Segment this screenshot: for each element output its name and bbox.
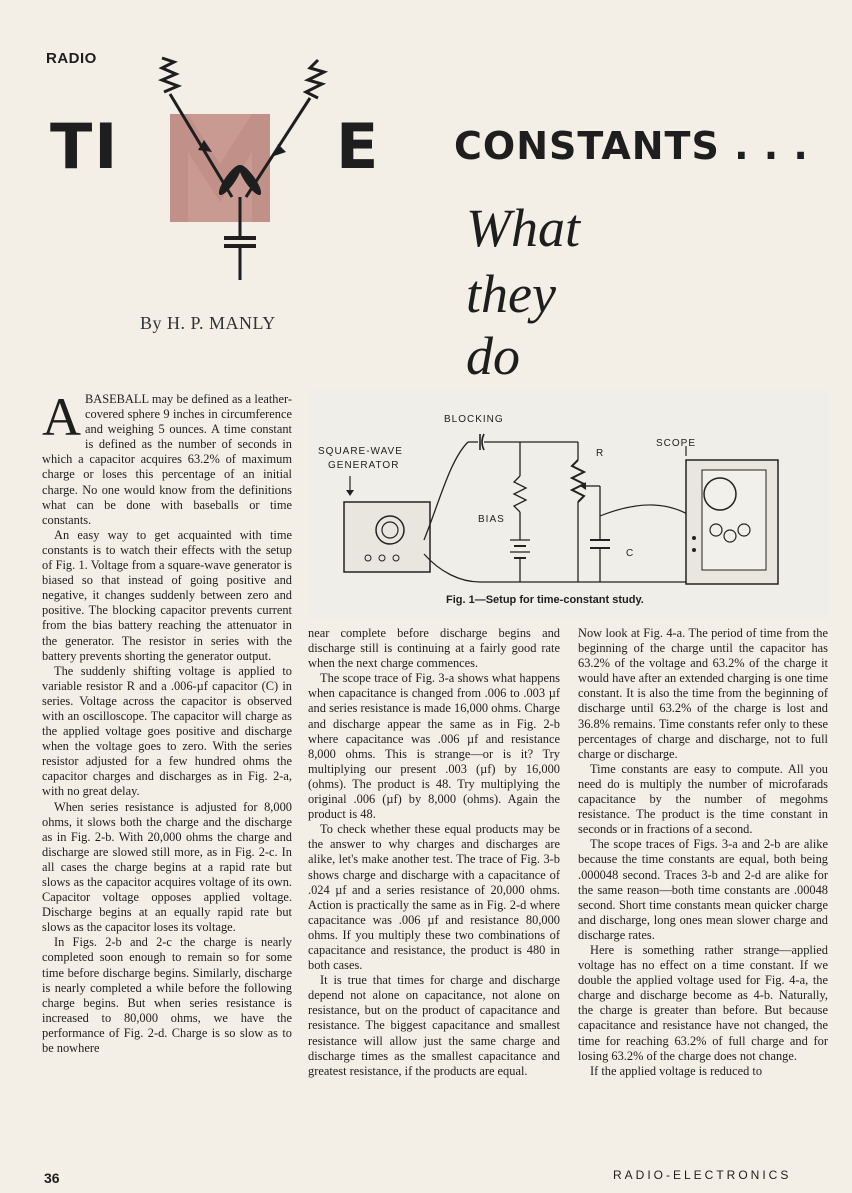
page-number: 36 — [44, 1170, 60, 1186]
magazine-name: RADIO-ELECTRONICS — [613, 1168, 792, 1182]
paragraph: Here is something rather strange—applied voltage has no effect on a time constant. If we double the applied voltage used for Fig. 4-a, the charge and discharge become as 4-b. Naturally, the charge is greater than before. But because capacitance and resistance have not changed, the time for reaching 63.2% of full charge and for losing 63.2% of the charge does not change. — [578, 942, 828, 1063]
subtitle-line-2: they — [466, 264, 556, 324]
paragraph: When series resistance is adjusted for 8,000 ohms, it slows both the charge and the discharge as in Fig. 2-b. With 20,000 ohms the charge and discharge are slowed still more, as in Fig. 2-c. In all cases the charge begins at a rapid rate but slows as the capacitor acquires voltage of its own. Capacitor voltage opposes applied voltage. Discharge begins at an equally rapid rate but slows as the capacitor loses its voltage. — [42, 799, 292, 935]
title-constants: CONSTANTS . . . — [454, 124, 809, 168]
paragraph: The suddenly shifting voltage is applied to variable resistor R and a .006-µf capacitor (C) in series. Voltage across the capacitor is observed with an oscilloscope. The capacitor will charge as the applied voltage goes positive and discharge when the voltage goes to zero. With the series resistor adjusted for a few hundred ohms the capacitor charges and discharges as in Fig. 2-a, with no great delay. — [42, 663, 292, 799]
paragraph: If the applied voltage is reduced to — [590, 1063, 763, 1078]
paragraph: BASEBALL may be defined as a leather-covered sphere 9 inches in circumference and weighing 5 ounces. A time constant is defined as the number of seconds in which a capacitor acquires 63.2% of maximum charge or loses this percentage of an initial charge. No one would know from the definitions what can be done with baseballs or time constants. — [42, 392, 292, 527]
title-m-art — [150, 52, 340, 302]
paragraph: The scope trace of Fig. 3-a shows what happens when capacitance is changed from .006 to .003 µf and series resistance is made 16,000 ohms. Charge and discharge appear the same as in Fig. 2-b where capacitance was .006 µf and resistance 8,000 ohms. This is strange—or is it? Try multiplying our present .003 (µf) by 16,000 (ohms). The product is 48. Try multiplying the original .006 (µf) by 8,000 (ohms). Again the product is 48. — [308, 671, 560, 822]
r-label: R — [596, 448, 605, 459]
paragraph: It is true that times for charge and discharge depend not alone on capacitance, not alone on resistance, but on the product of capacitance and resistance. The biggest capacitance and smallest resistance will allow just the same charge and discharge times as the smallest capacitance and greatest resistance, if the products are equal. — [308, 973, 560, 1078]
generator-label-1: SQUARE-WAVE — [318, 446, 403, 457]
paragraph: The scope traces of Figs. 3-a and 2-b are alike because the time constants are equal, both being .000048 second. Traces 3-b and 2-d are alike for the same reason—both time constants are .00048 second. Short time constants mean quicker charge and discharge, long ones mean slower charge and discharge rates. — [578, 837, 828, 942]
paragraph: Time constants are easy to compute. All you need do is multiply the number of microfarads capacitance by the number of megohms resistance. The product is the time constant in seconds or in fractions of a second. — [578, 761, 828, 837]
paragraph: In Figs. 2-b and 2-c the charge is nearly completed soon enough to remain so for some time before discharge begins. Similarly, discharge is nearly completed a while before the following charge begins. But when series resistance is increased to 80,000 ohms, we have the performance of Fig. 2-d. Charge is so slow as to be nowhere — [42, 935, 292, 1056]
title-ti: TI — [50, 110, 120, 183]
figure-1-schematic — [310, 390, 830, 618]
paragraph: near complete before discharge begins and discharge still is continuing at a fairly good rate when the next charge commences. — [308, 626, 560, 671]
paragraph: To check whether these equal products may be the answer to why charges and discharges are alike, let's make another test. The trace of Fig. 3-b shows charge and discharge with a capacitance of .024 µf and a series resistance of 20,000 ohms. Action is practically the same as in Fig. 2-d where capacitance was .006 µf and resistance 80,000 ohms. If you multiply these two combinations of capacitance and resistance, the product is 480 in both cases. — [308, 822, 560, 973]
subtitle-line-3: do — [466, 326, 520, 386]
generator-label-2: GENERATOR — [328, 460, 400, 471]
section-label: RADIO — [46, 50, 97, 67]
byline: By H. P. MANLY — [140, 313, 276, 333]
bias-label: BIAS — [478, 514, 505, 525]
title-e: E — [336, 110, 381, 183]
article-column-1 — [42, 387, 292, 1056]
paragraph: Now look at Fig. 4-a. The period of time from the beginning of the charge until the capacitor has 63.2% of the voltage and 63.2% of the charge it would have after an extended charging is one time constant. It is also the time from the beginning of discharge until 63.2% of the charge is lost and 36.8% remains. Time constants refer only to these percentages of charge and discharge, not to full charge or discharge. — [578, 626, 828, 761]
article-column-3 — [578, 626, 828, 1079]
scope-label: SCOPE — [656, 438, 697, 449]
paragraph: An easy way to get acquainted with time constants is to watch their effects with the setup of Fig. 1. Voltage from a square-wave generator is biased so that instead of going positive and negative, it changes suddenly between zero and positive. The blocking capacitor prevents current from the bias battery reaching the attenuator in the generator. The resistor in series with the battery prevents shorting the generator output. — [42, 527, 292, 663]
article-column-2 — [308, 626, 560, 1079]
blocking-label: BLOCKING — [444, 414, 504, 425]
c-label: C — [626, 548, 635, 559]
drop-cap: A — [42, 387, 81, 447]
subtitle-line-1: What — [466, 198, 580, 258]
figure-1-caption: Fig. 1—Setup for time-constant study. — [446, 594, 644, 606]
